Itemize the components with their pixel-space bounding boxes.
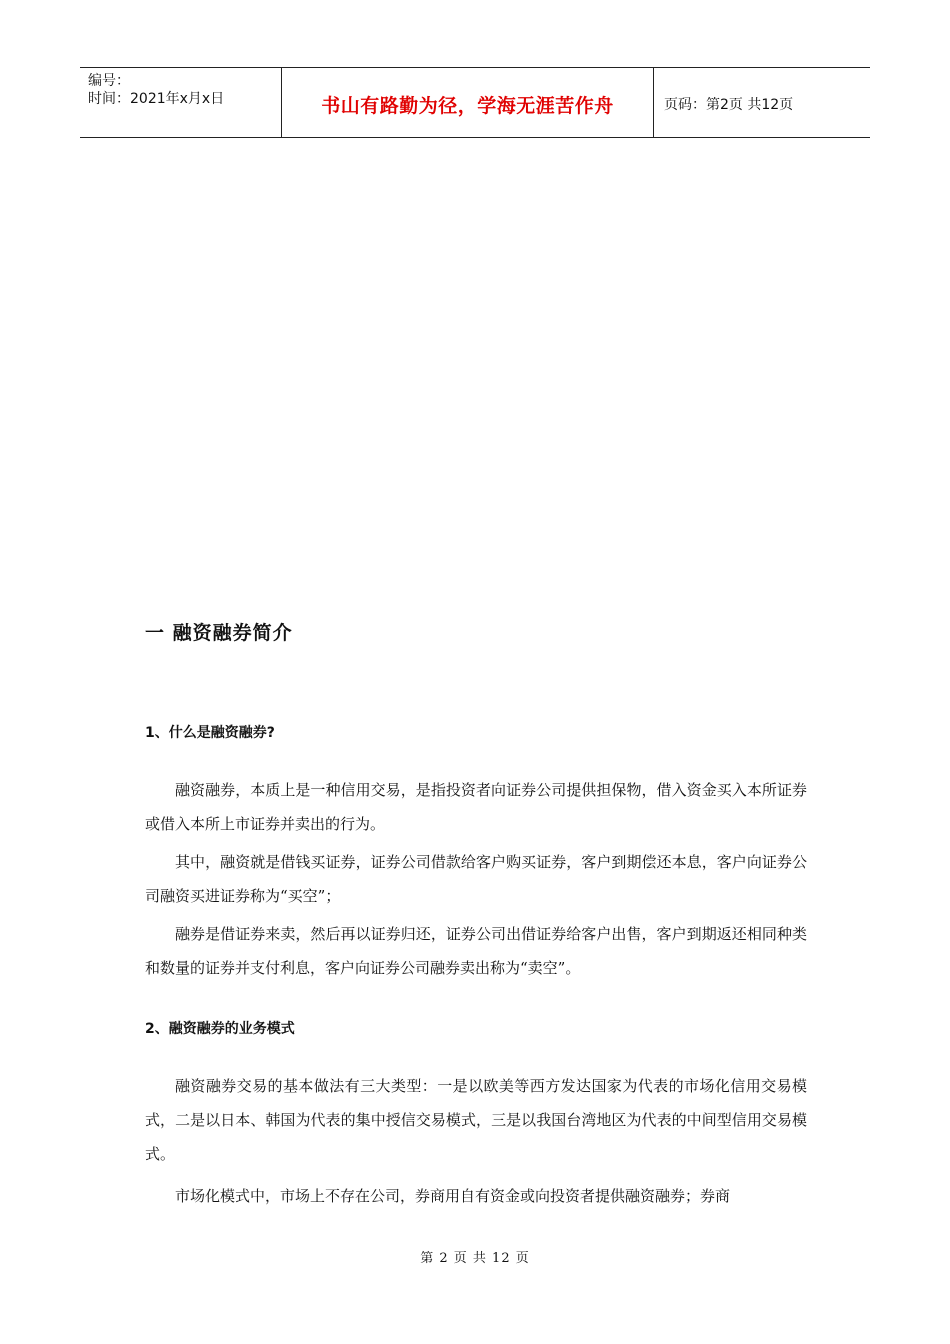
section-title: 一 融资融券简介 — [145, 622, 293, 644]
question-2-heading: 2、融资融券的业务模式 — [145, 1021, 295, 1037]
page-footer: 第 2 页 共 12 页 — [420, 1251, 530, 1266]
q2-paragraph-2: 市场化模式中，市场上不存在公司，券商用自有资金或向投资者提供融资融券；券商 — [175, 1187, 731, 1205]
document-date: 时间：2021年x月x日 — [88, 91, 225, 107]
header-motto: 书山有路勤为径，学海无涯苦作舟 — [321, 95, 614, 117]
document-number-label: 编号： — [88, 73, 130, 89]
page-header — [80, 67, 870, 138]
header-page-code: 页码：第2页 共12页 — [664, 96, 794, 113]
q1-paragraph-1: 融资融券，本质上是一种信用交易，是指投资者向证券公司提供担保物，借入资金买入本所证券或借入本所上市证券并卖出的行为。 — [145, 781, 807, 833]
q1-paragraph-2: 其中，融资就是借钱买证券，证券公司借款给客户购买证券，客户到期偿还本息，客户向证券公司融资买进证券称为“买空”； — [145, 853, 807, 905]
header-meta — [80, 68, 281, 137]
header-motto-cell — [281, 68, 654, 137]
q1-paragraph-3: 融券是借证券来卖，然后再以证券归还，证券公司出借证券给客户出售，客户到期返还相同种类和数量的证券并支付利息，客户向证券公司融券卖出称为“卖空”。 — [145, 925, 807, 977]
question-1-heading: 1、什么是融资融券? — [145, 725, 275, 741]
q2-paragraph-1: 融资融券交易的基本做法有三大类型：一是以欧美等西方发达国家为代表的市场化信用交易模式，二是以日本、韩国为代表的集中授信交易模式，三是以我国台湾地区为代表的中间型信用交易模式。 — [145, 1077, 807, 1163]
